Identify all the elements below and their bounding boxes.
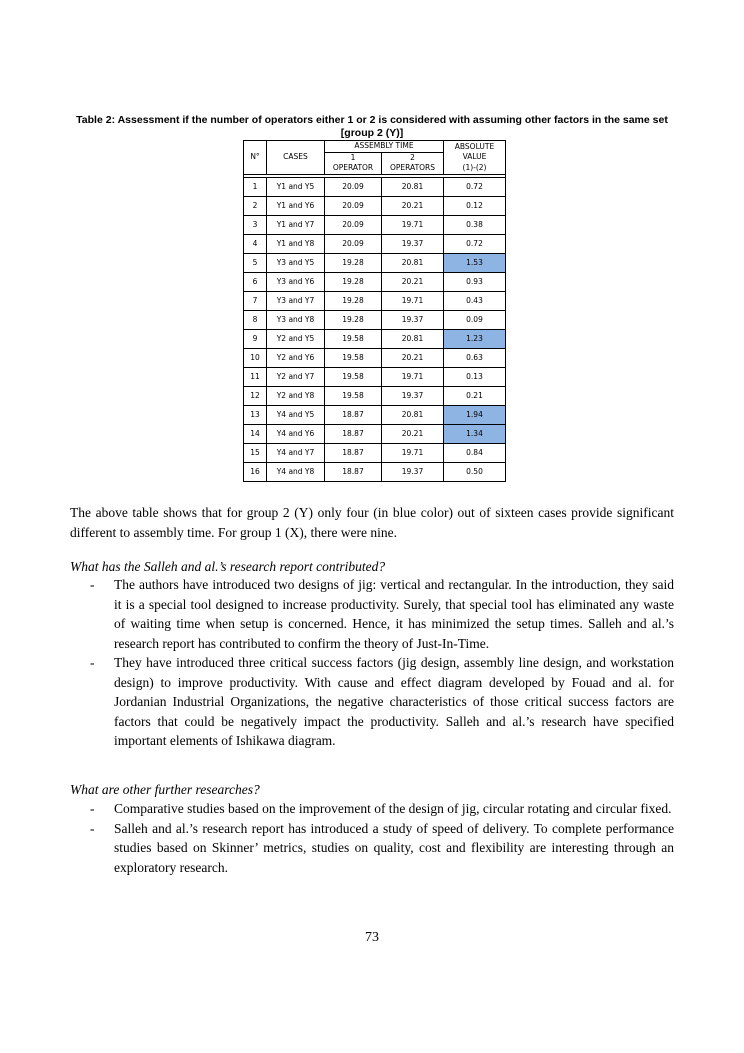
- case-cell: Y4 and Y6: [267, 424, 325, 443]
- absolute-value-cell: 0.38: [444, 215, 506, 234]
- two-operators-cell: 19.71: [382, 291, 444, 310]
- absolute-value-cell: 1.53: [444, 253, 506, 272]
- absolute-value-cell: 0.93: [444, 272, 506, 291]
- one-operator-cell: 19.28: [325, 272, 382, 291]
- header-abs-line3: (1)-(2): [462, 162, 487, 172]
- absolute-value-cell: 0.50: [444, 462, 506, 481]
- two-operators-cell: 20.81: [382, 329, 444, 348]
- two-operators-cell: 19.37: [382, 310, 444, 329]
- header-2-operators: [382, 152, 444, 174]
- table-row: [244, 424, 506, 443]
- table-body: [244, 177, 506, 481]
- one-operator-cell: 19.58: [325, 329, 382, 348]
- list-item: [70, 653, 674, 751]
- row-number-cell: 2: [244, 196, 267, 215]
- two-operators-cell: 20.21: [382, 424, 444, 443]
- case-cell: Y3 and Y6: [267, 272, 325, 291]
- absolute-value-cell: 0.72: [444, 177, 506, 196]
- row-number-cell: 9: [244, 329, 267, 348]
- two-operators-cell: 20.21: [382, 196, 444, 215]
- dash-bullet: -: [90, 655, 95, 670]
- absolute-value-cell: 0.12: [444, 196, 506, 215]
- two-operators-cell: 19.37: [382, 462, 444, 481]
- row-number-cell: 5: [244, 253, 267, 272]
- absolute-value-cell: 1.94: [444, 405, 506, 424]
- table-row: [244, 196, 506, 215]
- case-cell: Y1 and Y5: [267, 177, 325, 196]
- case-cell: Y3 and Y8: [267, 310, 325, 329]
- row-number-cell: 8: [244, 310, 267, 329]
- absolute-value-cell: 0.43: [444, 291, 506, 310]
- table-row: [244, 310, 506, 329]
- list-item-text: Salleh and al.’s research report has introduced a study of speed of delivery. To complete performance studies based on Skinner’ metrics, studies on quality, cost and flexibility are interesting through an exploratory research.: [114, 820, 674, 875]
- list-item: [70, 575, 674, 653]
- row-number-cell: 7: [244, 291, 267, 310]
- header-op1-label: OPERATOR: [332, 163, 374, 172]
- two-operators-cell: 20.21: [382, 348, 444, 367]
- case-cell: Y2 and Y7: [267, 367, 325, 386]
- one-operator-cell: 18.87: [325, 443, 382, 462]
- header-abs-line2: VALUE: [462, 152, 487, 161]
- row-number-cell: 3: [244, 215, 267, 234]
- case-cell: Y3 and Y7: [267, 291, 325, 310]
- table-row: [244, 462, 506, 481]
- row-number-cell: 1: [244, 177, 267, 196]
- header-op2-label: OPERATORS: [389, 163, 436, 172]
- one-operator-cell: 18.87: [325, 424, 382, 443]
- dash-bullet: -: [90, 577, 95, 592]
- one-operator-cell: 18.87: [325, 462, 382, 481]
- table-row: [244, 386, 506, 405]
- absolute-value-cell: 0.72: [444, 234, 506, 253]
- header-op1-num: 1: [350, 152, 356, 162]
- header-abs-line1: ABSOLUTE: [454, 141, 495, 151]
- list-item: [70, 819, 674, 878]
- two-operators-cell: 19.37: [382, 234, 444, 253]
- row-number-cell: 14: [244, 424, 267, 443]
- case-cell: Y3 and Y5: [267, 253, 325, 272]
- header-assembly-time: ASSEMBLY TIME: [325, 141, 444, 153]
- row-number-cell: 15: [244, 443, 267, 462]
- table-row: [244, 272, 506, 291]
- case-cell: Y2 and Y6: [267, 348, 325, 367]
- further-research-list: [70, 799, 674, 877]
- contribution-list: [70, 575, 674, 751]
- section-heading-further-research: What are other further researches?: [70, 782, 260, 797]
- list-item-text: Comparative studies based on the improvement of the design of jig, circular rotating and circular fixed.: [114, 801, 672, 816]
- case-cell: Y2 and Y8: [267, 386, 325, 405]
- two-operators-cell: 19.71: [382, 215, 444, 234]
- assembly-time-table: [243, 140, 506, 482]
- one-operator-cell: 20.09: [325, 177, 382, 196]
- header-cases: CASES: [267, 141, 325, 175]
- table-row: [244, 215, 506, 234]
- one-operator-cell: 20.09: [325, 234, 382, 253]
- two-operators-cell: 19.71: [382, 367, 444, 386]
- paragraph-summary: The above table shows that for group 2 (Y) only four (in blue color) out of sixteen cases provide significant different to assembly time. For group 1 (X), there were nine.: [70, 505, 674, 540]
- absolute-value-cell: 0.13: [444, 367, 506, 386]
- header-1-operator: [325, 152, 382, 174]
- header-op2-num: 2: [410, 152, 415, 162]
- table-row: [244, 367, 506, 386]
- case-cell: Y2 and Y5: [267, 329, 325, 348]
- absolute-value-cell: 1.23: [444, 329, 506, 348]
- table-row: [244, 234, 506, 253]
- table-caption: Table 2: Assessment if the number of operators either 1 or 2 is considered with assuming other factors in the same set [group 2 (Y)]: [76, 114, 668, 139]
- one-operator-cell: 19.28: [325, 253, 382, 272]
- row-number-cell: 10: [244, 348, 267, 367]
- row-number-cell: 4: [244, 234, 267, 253]
- table-row: [244, 405, 506, 424]
- two-operators-cell: 20.81: [382, 253, 444, 272]
- header-n: N°: [244, 141, 267, 175]
- two-operators-cell: 19.37: [382, 386, 444, 405]
- absolute-value-cell: 0.63: [444, 348, 506, 367]
- row-number-cell: 13: [244, 405, 267, 424]
- table-row: [244, 177, 506, 196]
- absolute-value-cell: 0.09: [444, 310, 506, 329]
- case-cell: Y4 and Y5: [267, 405, 325, 424]
- absolute-value-cell: 1.34: [444, 424, 506, 443]
- case-cell: Y1 and Y8: [267, 234, 325, 253]
- case-cell: Y4 and Y7: [267, 443, 325, 462]
- row-number-cell: 16: [244, 462, 267, 481]
- absolute-value-cell: 0.21: [444, 386, 506, 405]
- list-item-text: They have introduced three critical success factors (jig design, assembly line design, and workstation design) to improve productivity. With cause and effect diagram developed by Fouad and al. for Jordanian Industrial Organizations, the negative characteristics of those critical success factors are factors that could be negatively impact the productivity. Salleh and al.’s research have specified important elements of Ishikawa diagram.: [114, 655, 674, 748]
- list-item-text: The authors have introduced two designs of jig: vertical and rectangular. In the introduction, they said it is a special tool designed to increase productivity. Surely, that special tool has eliminated any waste of waiting time when setup is concerned. Hence, it has minimized the setup times. Salleh and al.’s research report has contributed to confirm the theory of Just-In-Time.: [114, 577, 674, 651]
- table-row: [244, 348, 506, 367]
- two-operators-cell: 20.81: [382, 177, 444, 196]
- dash-bullet: -: [90, 801, 95, 816]
- one-operator-cell: 19.58: [325, 348, 382, 367]
- one-operator-cell: 19.28: [325, 291, 382, 310]
- case-cell: Y1 and Y7: [267, 215, 325, 234]
- list-item: [70, 799, 674, 819]
- one-operator-cell: 19.28: [325, 310, 382, 329]
- two-operators-cell: 20.21: [382, 272, 444, 291]
- table-row: [244, 329, 506, 348]
- table-row: [244, 291, 506, 310]
- case-cell: Y1 and Y6: [267, 196, 325, 215]
- row-number-cell: 6: [244, 272, 267, 291]
- two-operators-cell: 19.71: [382, 443, 444, 462]
- one-operator-cell: 20.09: [325, 196, 382, 215]
- header-absolute-value: [444, 141, 506, 175]
- table-row: [244, 443, 506, 462]
- row-number-cell: 12: [244, 386, 267, 405]
- row-number-cell: 11: [244, 367, 267, 386]
- section-heading-contribution: What has the Salleh and al.’s research report contributed?: [70, 559, 386, 574]
- two-operators-cell: 20.81: [382, 405, 444, 424]
- dash-bullet: -: [90, 820, 95, 836]
- one-operator-cell: 18.87: [325, 405, 382, 424]
- table-row: [244, 253, 506, 272]
- one-operator-cell: 19.58: [325, 367, 382, 386]
- one-operator-cell: 20.09: [325, 215, 382, 234]
- one-operator-cell: 19.58: [325, 386, 382, 405]
- page-number: 73: [365, 930, 379, 945]
- absolute-value-cell: 0.84: [444, 443, 506, 462]
- case-cell: Y4 and Y8: [267, 462, 325, 481]
